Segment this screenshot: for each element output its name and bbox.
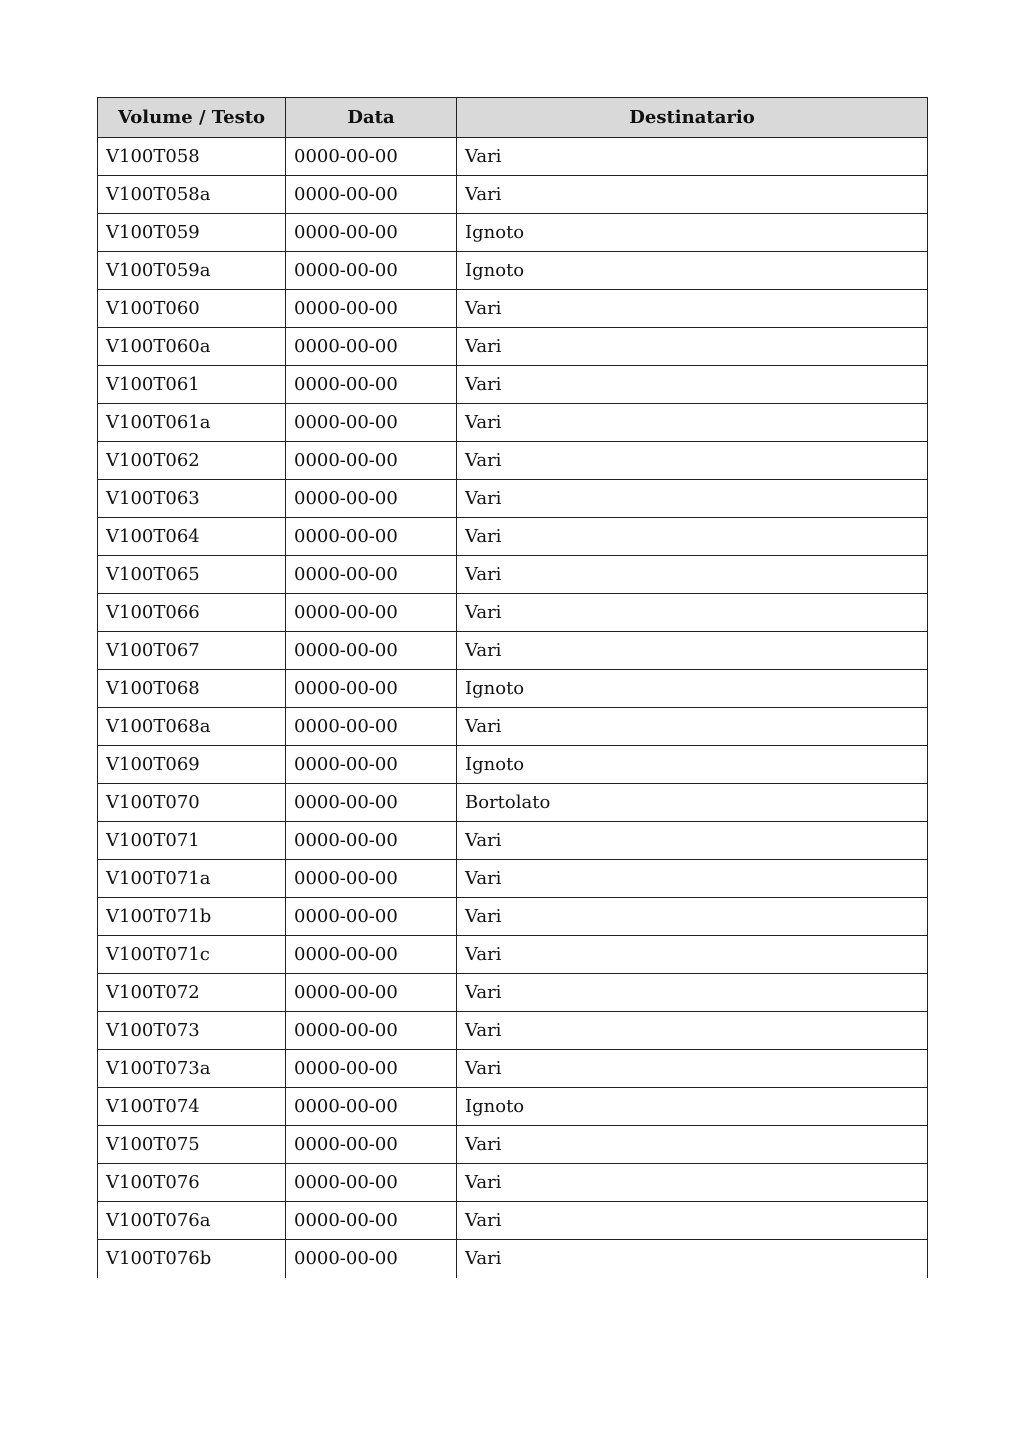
cell-destinatario: Vari: [457, 480, 928, 518]
table-row: [98, 556, 928, 594]
cell-data: 0000-00-00: [286, 1202, 457, 1240]
cell-destinatario: Vari: [457, 442, 928, 480]
cell-volume-testo: V100T058: [98, 138, 286, 176]
cell-data: 0000-00-00: [286, 290, 457, 328]
cell-data: 0000-00-00: [286, 556, 457, 594]
cell-volume-testo: V100T068a: [98, 708, 286, 746]
cell-data: 0000-00-00: [286, 1050, 457, 1088]
cell-volume-testo: V100T071c: [98, 936, 286, 974]
table-row: [98, 1012, 928, 1050]
table-header: [98, 98, 928, 138]
cell-destinatario: Ignoto: [457, 746, 928, 784]
cell-destinatario: Vari: [457, 1240, 928, 1278]
cell-destinatario: Vari: [457, 176, 928, 214]
table-row: [98, 1164, 928, 1202]
cell-data: 0000-00-00: [286, 670, 457, 708]
cell-data: 0000-00-00: [286, 328, 457, 366]
cell-data: 0000-00-00: [286, 1126, 457, 1164]
cell-data: 0000-00-00: [286, 822, 457, 860]
cell-volume-testo: V100T060: [98, 290, 286, 328]
cell-destinatario: Vari: [457, 594, 928, 632]
cell-destinatario: Vari: [457, 366, 928, 404]
table-row: [98, 252, 928, 290]
table-row: [98, 290, 928, 328]
cell-volume-testo: V100T071a: [98, 860, 286, 898]
table-row: [98, 670, 928, 708]
cell-destinatario: Vari: [457, 518, 928, 556]
cell-data: 0000-00-00: [286, 1012, 457, 1050]
cell-data: 0000-00-00: [286, 898, 457, 936]
cell-destinatario: Vari: [457, 138, 928, 176]
cell-destinatario: Vari: [457, 822, 928, 860]
cell-data: 0000-00-00: [286, 708, 457, 746]
cell-destinatario: Ignoto: [457, 1088, 928, 1126]
cell-destinatario: Vari: [457, 898, 928, 936]
cell-data: 0000-00-00: [286, 404, 457, 442]
cell-data: 0000-00-00: [286, 936, 457, 974]
cell-destinatario: Vari: [457, 1164, 928, 1202]
cell-data: 0000-00-00: [286, 214, 457, 252]
header-volume-testo: Volume / Testo: [98, 98, 286, 138]
cell-destinatario: Vari: [457, 556, 928, 594]
cell-volume-testo: V100T075: [98, 1126, 286, 1164]
table-row: [98, 518, 928, 556]
cell-volume-testo: V100T059: [98, 214, 286, 252]
cell-destinatario: Vari: [457, 708, 928, 746]
cell-data: 0000-00-00: [286, 1240, 457, 1278]
cell-volume-testo: V100T070: [98, 784, 286, 822]
cell-volume-testo: V100T073: [98, 1012, 286, 1050]
cell-volume-testo: V100T069: [98, 746, 286, 784]
table-row: [98, 860, 928, 898]
cell-volume-testo: V100T076a: [98, 1202, 286, 1240]
cell-destinatario: Bortolato: [457, 784, 928, 822]
cell-destinatario: Vari: [457, 404, 928, 442]
cell-data: 0000-00-00: [286, 1088, 457, 1126]
table-row: [98, 1126, 928, 1164]
cell-destinatario: Ignoto: [457, 214, 928, 252]
cell-destinatario: Vari: [457, 1050, 928, 1088]
letters-table: [97, 97, 928, 1278]
table-row: [98, 328, 928, 366]
table-row: [98, 974, 928, 1012]
table-row: [98, 480, 928, 518]
table-row: [98, 898, 928, 936]
cell-data: 0000-00-00: [286, 366, 457, 404]
header-destinatario: Destinatario: [457, 98, 928, 138]
cell-destinatario: Vari: [457, 974, 928, 1012]
cell-volume-testo: V100T065: [98, 556, 286, 594]
table-row: [98, 594, 928, 632]
cell-volume-testo: V100T068: [98, 670, 286, 708]
table-body: [98, 138, 928, 1278]
cell-destinatario: Vari: [457, 290, 928, 328]
table-row: [98, 1050, 928, 1088]
cell-volume-testo: V100T061a: [98, 404, 286, 442]
cell-volume-testo: V100T071: [98, 822, 286, 860]
cell-data: 0000-00-00: [286, 442, 457, 480]
table-row: [98, 1202, 928, 1240]
cell-volume-testo: V100T059a: [98, 252, 286, 290]
cell-volume-testo: V100T061: [98, 366, 286, 404]
table-row: [98, 784, 928, 822]
header-row: [98, 98, 928, 138]
cell-data: 0000-00-00: [286, 138, 457, 176]
letters-table-wrapper: [97, 97, 927, 1278]
table-row: [98, 822, 928, 860]
cell-data: 0000-00-00: [286, 252, 457, 290]
cell-destinatario: Vari: [457, 936, 928, 974]
cell-volume-testo: V100T073a: [98, 1050, 286, 1088]
table-row: [98, 442, 928, 480]
cell-volume-testo: V100T076b: [98, 1240, 286, 1278]
table-row: [98, 936, 928, 974]
table-row: [98, 214, 928, 252]
cell-data: 0000-00-00: [286, 594, 457, 632]
cell-destinatario: Vari: [457, 1202, 928, 1240]
cell-data: 0000-00-00: [286, 176, 457, 214]
cell-volume-testo: V100T060a: [98, 328, 286, 366]
table-row: [98, 176, 928, 214]
table-row: [98, 1240, 928, 1278]
cell-data: 0000-00-00: [286, 518, 457, 556]
cell-destinatario: Vari: [457, 328, 928, 366]
cell-destinatario: Vari: [457, 1126, 928, 1164]
cell-volume-testo: V100T058a: [98, 176, 286, 214]
cell-data: 0000-00-00: [286, 746, 457, 784]
table-row: [98, 366, 928, 404]
cell-destinatario: Vari: [457, 1012, 928, 1050]
cell-destinatario: Vari: [457, 860, 928, 898]
table-row: [98, 404, 928, 442]
cell-volume-testo: V100T063: [98, 480, 286, 518]
cell-data: 0000-00-00: [286, 860, 457, 898]
cell-volume-testo: V100T074: [98, 1088, 286, 1126]
cell-volume-testo: V100T064: [98, 518, 286, 556]
cell-destinatario: Ignoto: [457, 670, 928, 708]
cell-data: 0000-00-00: [286, 632, 457, 670]
cell-data: 0000-00-00: [286, 1164, 457, 1202]
cell-destinatario: Vari: [457, 632, 928, 670]
cell-volume-testo: V100T062: [98, 442, 286, 480]
cell-data: 0000-00-00: [286, 480, 457, 518]
cell-destinatario: Ignoto: [457, 252, 928, 290]
cell-volume-testo: V100T071b: [98, 898, 286, 936]
cell-volume-testo: V100T072: [98, 974, 286, 1012]
table-row: [98, 708, 928, 746]
table-row: [98, 746, 928, 784]
cell-data: 0000-00-00: [286, 974, 457, 1012]
table-row: [98, 1088, 928, 1126]
table-row: [98, 632, 928, 670]
header-data: Data: [286, 98, 457, 138]
cell-volume-testo: V100T066: [98, 594, 286, 632]
cell-volume-testo: V100T067: [98, 632, 286, 670]
cell-volume-testo: V100T076: [98, 1164, 286, 1202]
cell-data: 0000-00-00: [286, 784, 457, 822]
table-row: [98, 138, 928, 176]
